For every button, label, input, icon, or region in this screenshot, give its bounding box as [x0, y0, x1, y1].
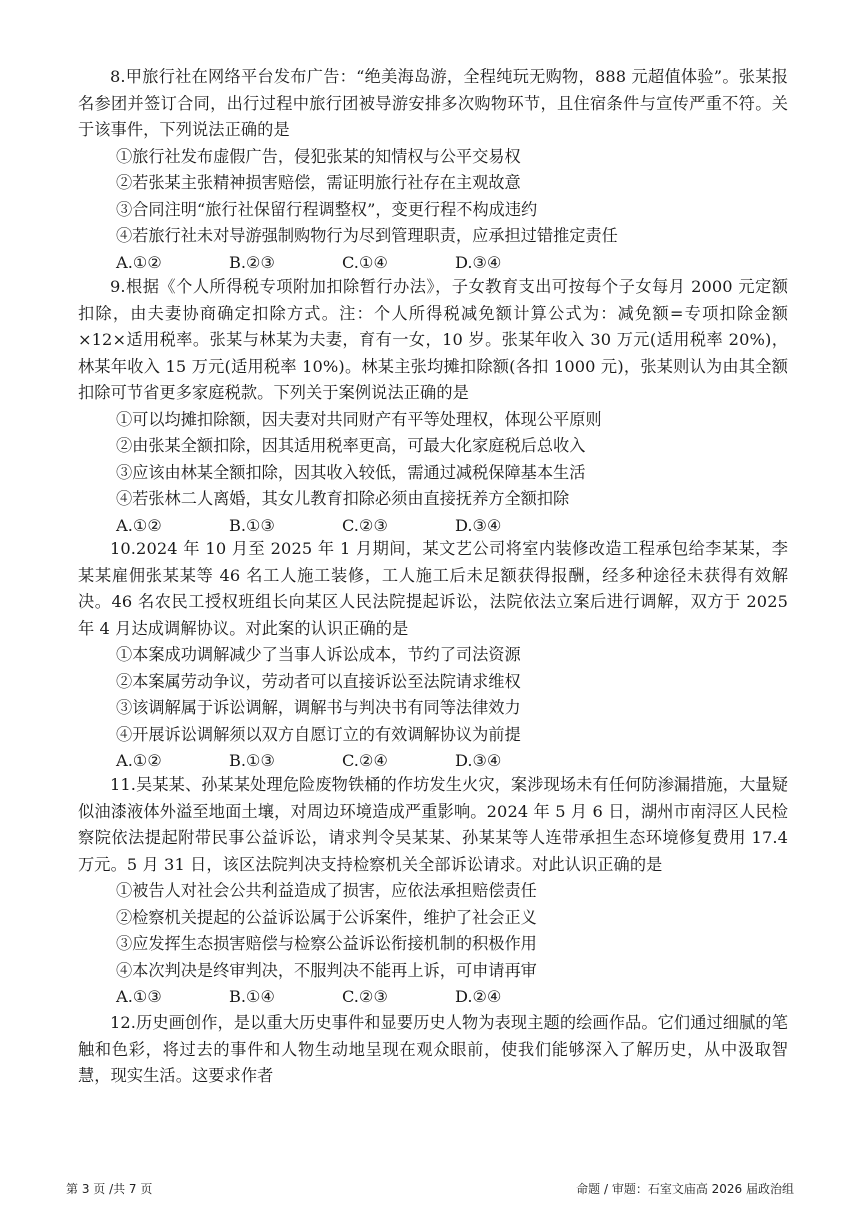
choice-a: A.①②	[116, 252, 162, 272]
option-statement: ①可以均摊扣除额，因夫妻对共同财产有平等处理权，体现公平原则	[116, 409, 602, 429]
option-statement: ①被告人对社会公共利益造成了损害，应依法承担赔偿责任	[116, 881, 537, 900]
choice-c: C.②④	[342, 751, 388, 770]
option-statement: ①旅行社发布虚假广告，侵犯张某的知情权与公平交易权	[116, 146, 521, 166]
question-stem: 10.2024 年 10 月至 2025 年 1 月期间，某文艺公司将室内装修改造工程承包给李某某，李某某雇佣张某某等 46 名工人施工装修，工人施工后未足额获得报酬，经多种途径未获得有效解决。46 名农民工授权班组长向某区人民法院提起诉讼，法院依法立案后进行调解，双方于 2025 年 4 月达成调解协议。对此案的认识正确的是	[78, 539, 788, 638]
choice-c: C.②③	[342, 515, 388, 535]
choice-b: B.①④	[229, 987, 276, 1006]
option-statement: ③应发挥生态损害赔偿与检察公益诉讼衔接机制的积极作用	[116, 934, 537, 953]
choice-c: C.①④	[342, 252, 388, 272]
option-statement: ③该调解属于诉讼调解，调解书与判决书有同等法律效力	[116, 698, 521, 717]
answer-choices	[78, 250, 788, 277]
question-stem: 12.历史画创作，是以重大历史事件和显要历史人物为表现主题的绘画作品。它们通过细腻的笔触和色彩，将过去的事件和人物生动地呈现在观众眼前，使我们能够深入了解历史，从中汲取智慧，现实生活。这要求作者	[78, 1013, 788, 1085]
choice-b: B.①③	[229, 751, 276, 770]
option-statement: ②检察机关提起的公益诉讼属于公诉案件，维护了社会正义	[116, 907, 537, 927]
option-statement: ③合同注明“旅行社保留行程调整权”，变更行程不构成违约	[116, 199, 538, 219]
option-statement: ④本次判决是终审判决，不服判决不能再上诉，可申请再审	[116, 960, 537, 980]
page-footer	[66, 1180, 794, 1197]
option-statement: ①本案成功调解减少了当事人诉讼成本，节约了司法资源	[116, 645, 521, 664]
choice-d: D.②④	[455, 987, 502, 1006]
choice-a: A.①③	[116, 987, 162, 1006]
option-statement: ④若张林二人离婚，其女儿教育扣除必须由直接抚养方全额扣除	[116, 489, 570, 508]
option-statement: ②本案属劳动争议，劳动者可以直接诉讼至法院请求维权	[116, 671, 521, 691]
page-number: 第 3 页 /共 7 页	[66, 1182, 153, 1196]
choice-b: B.②③	[229, 252, 276, 272]
question-12	[78, 1010, 788, 1090]
choice-b: B.①③	[229, 515, 276, 535]
question-stem: 9.根据《个人所得税专项附加扣除暂行办法》，子女教育支出可按每个子女每月 2000 元定额扣除，由夫妻协商确定扣除方式。注：个人所得税减免额计算公式为：减免额=专项扣除金额×12×适用税率。张某与林某为夫妻，育有一女，10 岁。张某年收入 30 万元(适用税率 20%)，林某年收入 15 万元(适用税率 10%)。林某主张均摊扣除额(各扣 1000 元)，张某则认为由其全额扣除可节省更多家庭税款。下列关于案例说法正确的是	[78, 277, 788, 402]
choice-a: A.①②	[116, 751, 162, 770]
option-statement: ③应该由林某全额扣除，因其收入较低，需通过减税保障基本生活	[116, 462, 586, 482]
choice-a: A.①②	[116, 515, 162, 535]
question-8	[78, 64, 788, 276]
answer-choices	[78, 984, 788, 1011]
author-credit: 命题 / 审题：石室文庙高 2026 届政治组	[576, 1182, 794, 1196]
choice-c: C.②③	[342, 987, 388, 1006]
question-11	[78, 772, 788, 1011]
option-statement: ④开展诉讼调解须以双方自愿订立的有效调解协议为前提	[116, 724, 521, 744]
question-stem: 11.吴某某、孙某某处理危险废物铁桶的作坊发生火灾，案涉现场未有任何防渗漏措施，大量疑似油漆液体外溢至地面土壤，对周边环境造成严重影响。2024 年 5 月 6 日，湖州市南浔区人民检察院依法提起附带民事公益诉讼，请求判令吴某某、孙某某等人连带承担生态环境修复费用 17.4 万元。5 月 31 日，该区法院判决支持检察机关全部诉讼请求。对此认识正确的是	[78, 775, 788, 874]
question-stem: 8.甲旅行社在网络平台发布广告：“绝美海岛游，全程纯玩无购物，888 元超值体验”。张某报名参团并签订合同，出行过程中旅行团被导游安排多次购物环节，且住宿条件与宣传严重不符。关于该事件，下列说法正确的是	[78, 67, 788, 139]
question-10	[78, 536, 788, 775]
answer-choices	[78, 748, 788, 775]
choice-d: D.③④	[455, 252, 502, 272]
option-statement: ②由张某全额扣除，因其适用税率更高，可最大化家庭税后总收入	[116, 436, 586, 455]
question-9	[78, 274, 788, 539]
option-statement: ④若旅行社未对导游强制购物行为尽到管理职责，应承担过错推定责任	[116, 226, 618, 245]
choice-d: D.③④	[455, 751, 502, 770]
option-statement: ②若张某主张精神损害赔偿，需证明旅行社存在主观故意	[116, 173, 521, 192]
choice-d: D.③④	[455, 515, 502, 535]
